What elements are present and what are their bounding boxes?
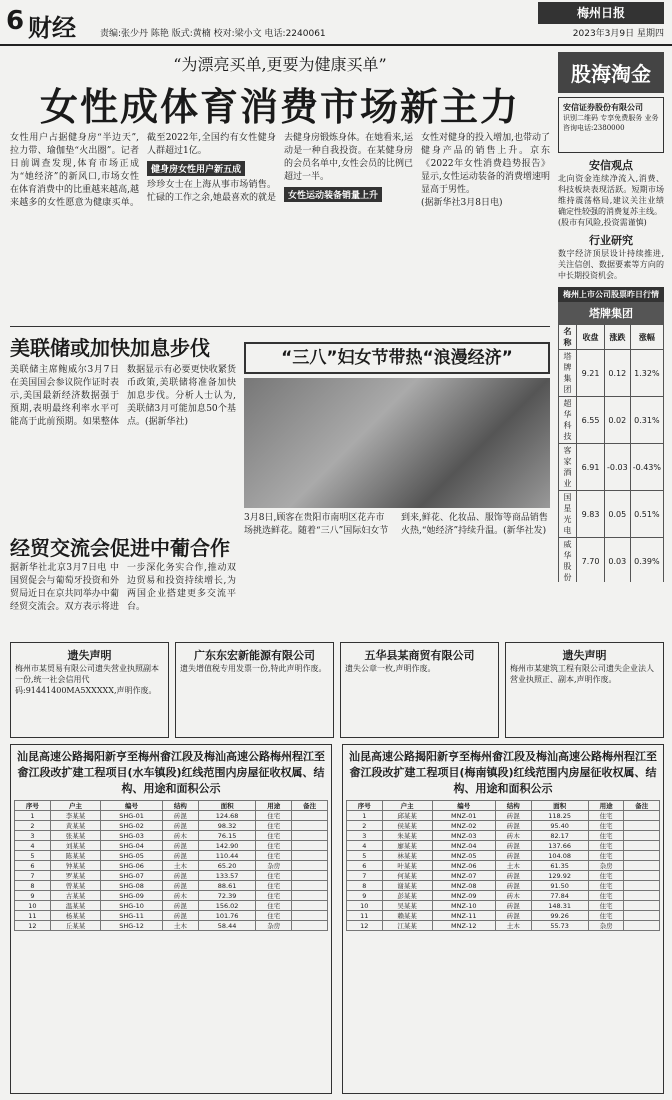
table-right-title: 汕昆高速公路揭阳新亨至梅州畲江段及梅汕高速公路梅州程江至畲江段改扩建工程项目(梅南镇段)红线范围内房屋征收权属、结构、用途和面积公示 xyxy=(349,750,657,795)
notice-box xyxy=(10,642,169,738)
story3-article xyxy=(10,562,236,638)
table-cell: 10 xyxy=(347,901,383,911)
table-cell: SHG-03 xyxy=(101,831,163,841)
table-cell: 住宅 xyxy=(256,831,292,841)
table-row xyxy=(15,891,328,901)
story2-title-wrap xyxy=(10,332,236,360)
table-cell xyxy=(292,881,328,891)
stock-cell: -0.43% xyxy=(630,444,663,491)
table-cell: SHG-06 xyxy=(101,861,163,871)
notice-body: 梅州市某建筑工程有限公司遗失企业法人营业执照正、副本,声明作废。 xyxy=(510,664,654,684)
table-cell xyxy=(292,911,328,921)
table-cell: 101.76 xyxy=(198,911,256,921)
table-row xyxy=(15,821,328,831)
stock-cell: 0.02 xyxy=(604,397,630,444)
table-cell xyxy=(624,881,660,891)
notice-box xyxy=(505,642,664,738)
table-cell: 133.57 xyxy=(198,871,256,881)
table-cell: 朱某某 xyxy=(382,831,432,841)
table-row xyxy=(347,901,660,911)
table-cell: 彭某某 xyxy=(382,891,432,901)
table-header-cell: 户主 xyxy=(382,801,432,811)
table-row xyxy=(347,841,660,851)
table-row xyxy=(347,881,660,891)
industry-text: 数字经济顶层设计持续推进,关注信创、数据要素等方向的中长期投资机会。 xyxy=(558,249,664,280)
stock-cell: 0.39% xyxy=(630,538,663,583)
table-cell: MNZ-05 xyxy=(432,851,495,861)
table-cell: 2 xyxy=(15,821,51,831)
page-number: 6 xyxy=(6,6,25,36)
sidebar xyxy=(558,52,664,582)
table-cell: 何某某 xyxy=(382,871,432,881)
table-cell: 12 xyxy=(347,921,383,931)
table-notice-left xyxy=(10,744,332,1094)
table-cell: SHG-04 xyxy=(101,841,163,851)
table-cell: 住宅 xyxy=(256,811,292,821)
table-cell: 72.39 xyxy=(198,891,256,901)
table-row xyxy=(15,811,328,821)
table-row xyxy=(15,871,328,881)
broker-name: 安信证券股份有限公司 xyxy=(563,103,643,112)
stock-cell: 塔牌集团 xyxy=(559,350,577,397)
table-cell: 砖混 xyxy=(163,841,199,851)
table-cell: 江某某 xyxy=(382,921,432,931)
table-cell: 砖混 xyxy=(495,841,531,851)
table-cell xyxy=(292,811,328,821)
table-header-cell: 用途 xyxy=(588,801,624,811)
table-cell: 住宅 xyxy=(588,821,624,831)
photo-caption-wrap xyxy=(244,512,550,570)
table-cell: 10 xyxy=(15,901,51,911)
table-cell: 廖某某 xyxy=(382,841,432,851)
table-cell: 住宅 xyxy=(256,891,292,901)
notice-body: 遗失公章一枚,声明作废。 xyxy=(345,664,436,673)
lead-body: 女性用户占据健身房“半边天”,拉力带、瑜伽垫“火出圈”。记者日前调查发现,体育市场正成为“她经济”的新风口,市场女性在体育消费中的比重越来越高,越来越多的女性愿意为健康买单。截至2022年,全国约有女性健身人群超过1亿。 xyxy=(10,133,276,208)
broker-contact: 识别二维码 专享免费服务 业务咨询电话:2380000 xyxy=(563,114,659,132)
stock-table xyxy=(558,324,664,582)
table-cell: 55.73 xyxy=(531,921,588,931)
table-cell: 91.50 xyxy=(531,881,588,891)
table-cell xyxy=(624,901,660,911)
table-cell: 砖混 xyxy=(495,811,531,821)
story2-title: 美联储或加快加息步伐 xyxy=(10,336,210,360)
table-cell: SHG-07 xyxy=(101,871,163,881)
table-cell: 吴某某 xyxy=(382,901,432,911)
table-cell: 砖混 xyxy=(163,871,199,881)
table-row xyxy=(347,871,660,881)
table-cell: 土木 xyxy=(495,921,531,931)
table-cell: 4 xyxy=(347,841,383,851)
table-cell: 杨某某 xyxy=(50,911,100,921)
table-cell: 砖混 xyxy=(495,901,531,911)
table-row xyxy=(347,811,660,821)
table-right xyxy=(346,800,660,931)
table-cell: MNZ-06 xyxy=(432,861,495,871)
table-cell: 砖混 xyxy=(163,881,199,891)
table-cell: 7 xyxy=(15,871,51,881)
table-cell: 110.44 xyxy=(198,851,256,861)
table-cell: 住宅 xyxy=(256,821,292,831)
table-header-cell: 户主 xyxy=(50,801,100,811)
table-cell: 罗某某 xyxy=(50,871,100,881)
table-cell: 住宅 xyxy=(588,851,624,861)
stock-header-cell: 涨跌 xyxy=(604,325,630,350)
stock-cell: 国星光电 xyxy=(559,491,577,538)
table-cell: 58.44 xyxy=(198,921,256,931)
table-cell: SHG-12 xyxy=(101,921,163,931)
section-title: 财经 xyxy=(28,14,76,42)
table-header-cell: 备注 xyxy=(624,801,660,811)
stock-cell: 0.51% xyxy=(630,491,663,538)
table-row xyxy=(15,881,328,891)
table-cell: 砖木 xyxy=(163,891,199,901)
table-cell: 住宅 xyxy=(588,881,624,891)
table-cell: MNZ-04 xyxy=(432,841,495,851)
table-cell: 砖混 xyxy=(495,871,531,881)
table-cell: 住宅 xyxy=(588,871,624,881)
editor-credits: 责编:张少丹 陈艳 版式:黄楠 校对:梁小文 电话:2240061 xyxy=(100,29,326,39)
table-cell xyxy=(624,821,660,831)
table-row xyxy=(15,911,328,921)
table-cell xyxy=(624,861,660,871)
stock-cell: 1.32% xyxy=(630,350,663,397)
story3-title: 经贸交流会促进中葡合作 xyxy=(10,536,230,558)
table-cell: 古某某 xyxy=(50,891,100,901)
table-cell: SHG-08 xyxy=(101,881,163,891)
table-header-cell: 面积 xyxy=(198,801,256,811)
view-disclaimer: (股市有风险,投资需谨慎) xyxy=(558,218,647,227)
table-cell: 砖混 xyxy=(163,821,199,831)
table-cell: MNZ-03 xyxy=(432,831,495,841)
lead-article xyxy=(10,132,550,320)
stock-row xyxy=(559,538,664,583)
table-header-cell: 序号 xyxy=(15,801,51,811)
issue-date: 2023年3月9日 星期四 xyxy=(572,29,664,39)
notice-body: 遗失增值税专用发票一份,特此声明作废。 xyxy=(180,664,327,673)
table-row xyxy=(347,921,660,931)
table-cell: 住宅 xyxy=(588,841,624,851)
table-row xyxy=(15,901,328,911)
notice-title: 五华县某商贸有限公司 xyxy=(364,649,475,662)
table-cell: 3 xyxy=(347,831,383,841)
stock-cell: 7.70 xyxy=(577,538,605,583)
table-cell: 11 xyxy=(15,911,51,921)
stock-header-cell: 涨幅 xyxy=(630,325,663,350)
stock-row xyxy=(559,397,664,444)
women-day-photo xyxy=(244,378,550,508)
table-row xyxy=(15,841,328,851)
stock-cell: 0.31% xyxy=(630,397,663,444)
table-cell: 砖混 xyxy=(163,851,199,861)
table-cell: 杂房 xyxy=(588,861,624,871)
table-cell: 住宅 xyxy=(256,881,292,891)
lead-title: 女性成体育消费市场新主力 xyxy=(39,85,520,126)
table-cell: 95.40 xyxy=(531,821,588,831)
table-cell xyxy=(292,921,328,931)
table-cell xyxy=(624,811,660,821)
table-cell xyxy=(292,841,328,851)
table-row xyxy=(347,831,660,841)
table-cell: 77.84 xyxy=(531,891,588,901)
table-cell: 杂房 xyxy=(256,921,292,931)
table-cell: 钟某某 xyxy=(50,861,100,871)
table-cell: 土木 xyxy=(163,921,199,931)
table-cell: 谢某某 xyxy=(382,881,432,891)
table-row xyxy=(347,851,660,861)
table-cell: 住宅 xyxy=(588,831,624,841)
table-cell: 住宅 xyxy=(256,851,292,861)
table-row xyxy=(347,821,660,831)
table-cell: 砖混 xyxy=(495,881,531,891)
masthead xyxy=(0,0,672,46)
story2-article xyxy=(10,364,236,524)
table-cell: SHG-09 xyxy=(101,891,163,901)
lead-title-wrap xyxy=(10,76,550,126)
table-cell: 76.15 xyxy=(198,831,256,841)
table-cell: 88.61 xyxy=(198,881,256,891)
table-cell xyxy=(624,911,660,921)
table-cell xyxy=(624,871,660,881)
table-cell: 98.32 xyxy=(198,821,256,831)
table-cell: 温某某 xyxy=(50,901,100,911)
table-cell: 1 xyxy=(15,811,51,821)
table-cell: 砖混 xyxy=(163,901,199,911)
stock-cell: 0.05 xyxy=(604,491,630,538)
table-cell: 11 xyxy=(347,911,383,921)
table-cell: 118.25 xyxy=(531,811,588,821)
table-cell: SHG-05 xyxy=(101,851,163,861)
stock-cell: 0.03 xyxy=(604,538,630,583)
table-header-cell: 面积 xyxy=(531,801,588,811)
stock-cell: 威华股份 xyxy=(559,538,577,583)
photo-caption: 3月8日,顾客在贵阳市南明区花卉市场挑选鲜花。随着“三八”国际妇女节到来,鲜花、化妆品、服饰等商品销售火热,“她经济”持续升温。(新华社发) xyxy=(244,513,548,536)
table-notice-right xyxy=(342,744,664,1094)
table-cell: 住宅 xyxy=(256,871,292,881)
table-cell: MNZ-10 xyxy=(432,901,495,911)
table-cell: 住宅 xyxy=(588,901,624,911)
table-row xyxy=(15,921,328,931)
table-cell: 刘某某 xyxy=(50,841,100,851)
view-text: 北向资金连续净流入,消费、科技板块表现活跃。短期市场维持震荡格局,建议关注业绩确定性较强的消费复苏主线。 xyxy=(558,174,664,216)
table-cell xyxy=(292,891,328,901)
table-cell: 黄某某 xyxy=(50,821,100,831)
stock-row xyxy=(559,444,664,491)
lead-body-b: 女性对健身的投入增加,也带动了健身产品的销售上升。京东《2022年女性消费趋势报告》显示,女性运动装备的消费增速明显高于男性。 xyxy=(421,133,550,195)
lead-subhead-b: 女性运动装备销量上升 xyxy=(284,187,382,202)
table-cell: 156.02 xyxy=(198,901,256,911)
photo-title: “三八”妇女节带热“浪漫经济” xyxy=(281,348,513,368)
table-row xyxy=(15,851,328,861)
table-cell xyxy=(624,921,660,931)
lead-subtitle-wrap xyxy=(10,52,550,74)
table-cell: MNZ-02 xyxy=(432,821,495,831)
table-cell: 住宅 xyxy=(256,911,292,921)
table-cell xyxy=(292,901,328,911)
table-cell: 住宅 xyxy=(256,841,292,851)
table-row xyxy=(347,911,660,921)
table-row xyxy=(347,891,660,901)
stock-cell: 0.12 xyxy=(604,350,630,397)
table-cell: 砖混 xyxy=(495,911,531,921)
table-header-cell: 编号 xyxy=(432,801,495,811)
table-cell: SHG-01 xyxy=(101,811,163,821)
table-cell: 砖木 xyxy=(163,831,199,841)
table-cell: 129.92 xyxy=(531,871,588,881)
table-cell: MNZ-07 xyxy=(432,871,495,881)
table-cell: 砖混 xyxy=(163,811,199,821)
table-cell: 142.90 xyxy=(198,841,256,851)
stock-cell: -0.03 xyxy=(604,444,630,491)
table-cell: 住宅 xyxy=(588,811,624,821)
notice-box xyxy=(340,642,499,738)
table-header-cell: 结构 xyxy=(495,801,531,811)
table-cell: 6 xyxy=(347,861,383,871)
table-cell: 5 xyxy=(15,851,51,861)
broker-box xyxy=(558,97,664,153)
table-cell: SHG-10 xyxy=(101,901,163,911)
table-cell xyxy=(624,851,660,861)
table-cell: 砖混 xyxy=(163,911,199,921)
photo-title-box xyxy=(244,342,550,374)
table-cell: 61.35 xyxy=(531,861,588,871)
notice-title: 遗失声明 xyxy=(562,649,607,662)
table-cell: 侯某某 xyxy=(382,821,432,831)
table-cell: 杂房 xyxy=(256,861,292,871)
table-cell xyxy=(624,831,660,841)
table-row xyxy=(15,831,328,841)
table-left-title: 汕昆高速公路揭阳新亨至梅州畲江段及梅汕高速公路梅州程江至畲江段改扩建工程项目(水车镇段)红线范围内房屋征收权属、结构、用途和面积公示 xyxy=(17,750,325,795)
table-header-cell: 备注 xyxy=(292,801,328,811)
table-cell: 张某某 xyxy=(50,831,100,841)
table-cell: MNZ-01 xyxy=(432,811,495,821)
table-cell: 砖混 xyxy=(495,851,531,861)
table-cell: 5 xyxy=(347,851,383,861)
lead-subtitle: “为漂亮买单,更要为健康买单” xyxy=(173,55,387,74)
table-cell: SHG-02 xyxy=(101,821,163,831)
table-cell: MNZ-11 xyxy=(432,911,495,921)
table-cell: SHG-11 xyxy=(101,911,163,921)
table-cell: 砖木 xyxy=(495,891,531,901)
table-header-cell: 用途 xyxy=(256,801,292,811)
table-cell: 65.20 xyxy=(198,861,256,871)
table-cell: 李某某 xyxy=(50,811,100,821)
table-cell: 砖木 xyxy=(495,831,531,841)
table-cell: 148.31 xyxy=(531,901,588,911)
table-cell: 陈某某 xyxy=(50,851,100,861)
table-cell: 土木 xyxy=(163,861,199,871)
table-cell: 住宅 xyxy=(256,901,292,911)
table-cell: 1 xyxy=(347,811,383,821)
table-cell: 曾某某 xyxy=(50,881,100,891)
table-cell xyxy=(292,831,328,841)
table-cell: 2 xyxy=(347,821,383,831)
table-cell xyxy=(292,821,328,831)
table-cell: 土木 xyxy=(495,861,531,871)
table-cell xyxy=(292,861,328,871)
sidebar-brand: 股海淘金 xyxy=(558,52,664,93)
table-cell: 赖某某 xyxy=(382,911,432,921)
table-cell: 99.26 xyxy=(531,911,588,921)
table-cell: 124.68 xyxy=(198,811,256,821)
table-cell xyxy=(624,841,660,851)
table-cell xyxy=(292,871,328,881)
table-row xyxy=(347,861,660,871)
table-cell: 叶某某 xyxy=(382,861,432,871)
table-cell: 邱某某 xyxy=(382,811,432,821)
story3-body: 据新华社北京3月7日电 中国贸促会与葡萄牙投资和外贸局近日在京共同举办中葡经贸交流会。双方表示将进一步深化务实合作,推动双边贸易和投资持续增长,为两国企业搭建更多交流平台。 xyxy=(10,563,236,612)
table-cell: 林某某 xyxy=(382,851,432,861)
table-cell: 3 xyxy=(15,831,51,841)
notice-box xyxy=(175,642,334,738)
stock-cell: 6.91 xyxy=(577,444,605,491)
table-cell: 7 xyxy=(347,871,383,881)
story3-title-wrap xyxy=(10,532,236,558)
stock-row xyxy=(559,350,664,397)
table-cell: MNZ-09 xyxy=(432,891,495,901)
table-cell: 12 xyxy=(15,921,51,931)
table-header-cell: 编号 xyxy=(101,801,163,811)
stock-company: 塔牌集团 xyxy=(558,302,664,324)
industry-title: 行业研究 xyxy=(589,234,633,247)
notices-row xyxy=(10,642,664,738)
table-cell xyxy=(624,891,660,901)
table-cell: 104.08 xyxy=(531,851,588,861)
view-title: 安信观点 xyxy=(589,159,633,172)
notice-title: 遗失声明 xyxy=(67,649,112,662)
table-cell: 8 xyxy=(15,881,51,891)
divider xyxy=(10,326,550,327)
table-row xyxy=(15,861,328,871)
stock-header-cell: 收盘 xyxy=(577,325,605,350)
table-header-cell: 结构 xyxy=(163,801,199,811)
stock-cell: 超华科技 xyxy=(559,397,577,444)
table-cell: 137.66 xyxy=(531,841,588,851)
lead-subhead-a: 健身房女性用户新五成 xyxy=(147,161,245,176)
table-cell: 82.17 xyxy=(531,831,588,841)
table-header-cell: 序号 xyxy=(347,801,383,811)
stock-cell: 9.21 xyxy=(577,350,605,397)
stock-title: 梅州上市公司股票昨日行情 xyxy=(558,287,664,302)
table-cell: 住宅 xyxy=(588,891,624,901)
stock-header-cell: 名称 xyxy=(559,325,577,350)
table-cell: 6 xyxy=(15,861,51,871)
table-cell: 杂房 xyxy=(588,921,624,931)
table-cell: 4 xyxy=(15,841,51,851)
table-cell: 住宅 xyxy=(588,911,624,921)
lead-body-a: 珍珍女士在上海从事市场销售。忙碌的工作之余,她最喜欢的就是去健身房锻炼身体。在她看来,运动是一种自我投资。在某健身房的会员名单中,女性会员的比例已超过一半。 xyxy=(147,133,413,203)
stock-cell: 9.83 xyxy=(577,491,605,538)
table-cell: 9 xyxy=(347,891,383,901)
notice-body: 梅州市某贸易有限公司遗失营业执照副本一份,统一社会信用代码:91441400MA5XXXXX,声明作废。 xyxy=(15,664,159,695)
table-cell: 砖混 xyxy=(495,821,531,831)
notice-title: 广东东宏新能源有限公司 xyxy=(194,649,315,662)
table-cell: 丘某某 xyxy=(50,921,100,931)
table-cell: 8 xyxy=(347,881,383,891)
lead-dateline: (据新华社3月8日电) xyxy=(421,198,503,208)
table-cell xyxy=(292,851,328,861)
table-cell: 9 xyxy=(15,891,51,901)
stock-cell: 6.55 xyxy=(577,397,605,444)
newspaper-logo: 梅州日报 xyxy=(538,2,664,24)
stock-row xyxy=(559,491,664,538)
table-left xyxy=(14,800,328,931)
table-cell: MNZ-12 xyxy=(432,921,495,931)
table-cell: MNZ-08 xyxy=(432,881,495,891)
stock-cell: 客家酒业 xyxy=(559,444,577,491)
story2-body: 美联储主席鲍威尔3月7日在美国国会参议院作证时表示,美国最新经济数据强于预期,表明最终利率水平可能高于此前预期。如果整体数据显示有必要更快收紧货币政策,美联储将准备加快加息步伐。分析人士认为,美联储3月可能加息50个基点。(据新华社) xyxy=(10,365,236,427)
